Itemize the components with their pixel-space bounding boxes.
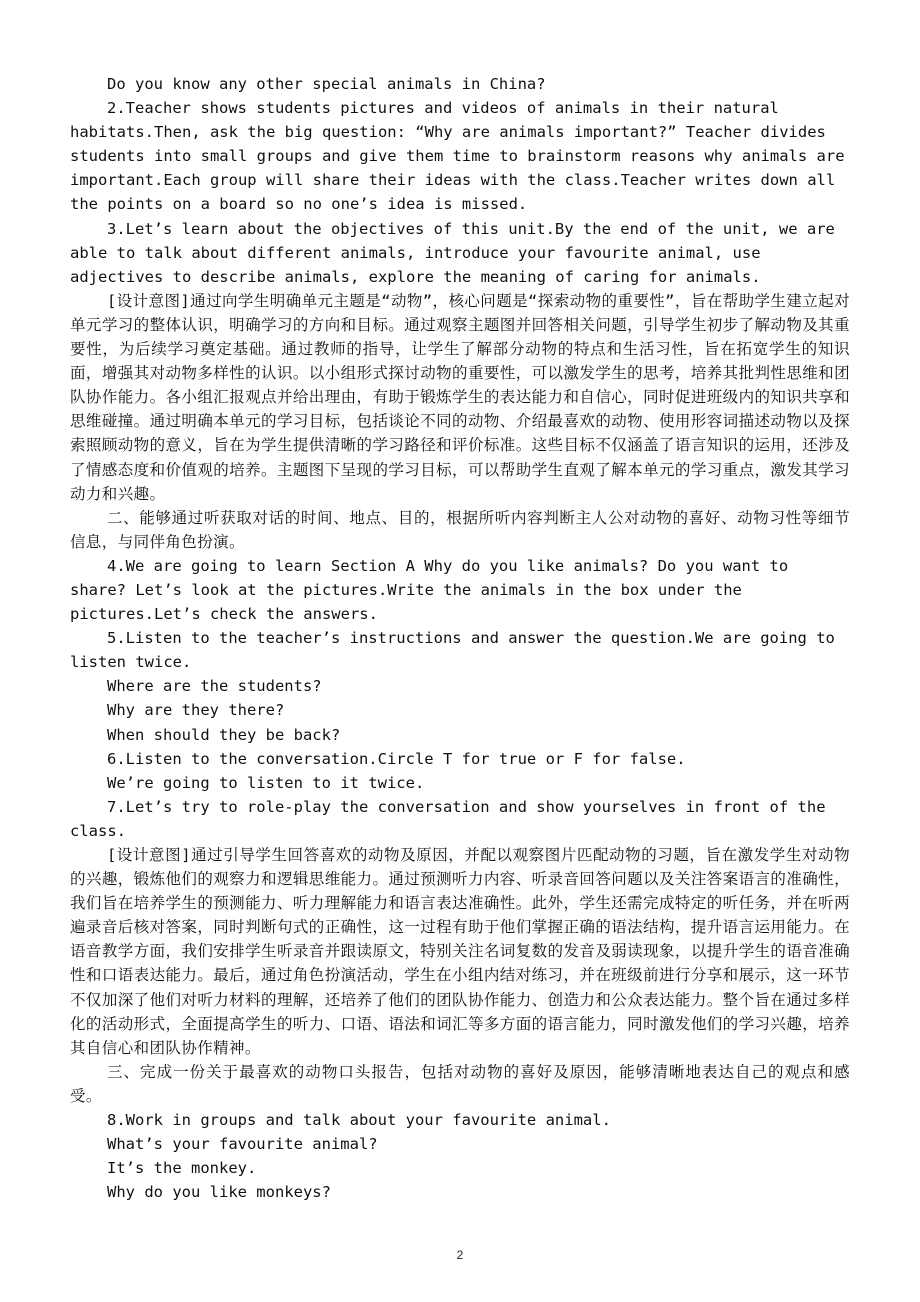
step-6-paragraph: 6.Listen to the conversation.Circle T for true or F for false. bbox=[107, 749, 686, 768]
question-line: When should they be back? bbox=[107, 725, 341, 744]
section-3-heading: 三、完成一份关于最喜欢的动物口头报告，包括对动物的喜好及原因，能够清晰地表达自己的观点和感受。 bbox=[70, 1062, 850, 1105]
section-2-heading: 二、能够通过听获取对话的时间、地点、目的，根据所听内容判断主人公对动物的喜好、动物习性等细节信息，与同伴角色扮演。 bbox=[70, 508, 850, 551]
dialogue-line: Why do you like monkeys? bbox=[107, 1183, 331, 1202]
document-page bbox=[70, 72, 850, 1204]
page-number: 2 bbox=[456, 1248, 464, 1262]
step-7-paragraph: 7.Let’s try to role-play the conversation and show yourselves in front of the class. bbox=[70, 797, 826, 840]
dialogue-line: It’s the monkey. bbox=[107, 1159, 257, 1178]
step-3-paragraph: 3.Let’s learn about the objectives of this unit.By the end of the unit, we are able to talk about different animals, introduce your favourite animal, use adjectives to describe animals, explore the meaning of caring for animals. bbox=[70, 219, 835, 286]
question-line: Where are the students? bbox=[107, 677, 322, 696]
design-intent-paragraph-1: [设计意图]通过向学生明确单元主题是“动物”，核心问题是“探索动物的重要性”，旨在帮助学生建立起对单元学习的整体认识，明确学习的方向和目标。通过观察主题图并回答相关问题，引导学生初步了解动物及其重要性，为后续学习奠定基础。通过教师的指导，让学生了解部分动物的特点和生活习性，旨在拓宽学生的知识面，增强其对动物多样性的认识。以小组形式探讨动物的重要性，可以激发学生的思考，培养其批判性思维和团队协作能力。各小组汇报观点并给出理由，有助于锻炼学生的表达能力和自信心，同时促进班级内的知识共享和思维碰撞。通过明确本单元的学习目标，包括谈论不同的动物、介绍最喜欢的动物、使用形容词描述动物以及探索照顾动物的意义，旨在为学生提供清晰的学习路径和评价标准。这些目标不仅涵盖了语言知识的运用，还涉及了情感态度和价值观的培养。主题图下呈现的学习目标，可以帮助学生直观了解本单元的学习重点，激发其学习动力和兴趣。 bbox=[70, 291, 850, 503]
question-line: Do you know any other special animals in China? bbox=[107, 75, 546, 93]
design-intent-paragraph-2: [设计意图]通过引导学生回答喜欢的动物及原因，并配以观察图片匹配动物的习题，旨在激发学生对动物的兴趣，锻炼他们的观察力和逻辑思维能力。通过预测听力内容、听录音回答问题以及关注答案语言的准确性，我们旨在培养学生的预测能力、听力理解能力和语言表达准确性。此外，学生还需完成特定的听任务，并在听两遍录音后核对答案，同时判断句式的正确性，这一过程有助于他们掌握正确的语法结构，提升语言运用能力。在语音教学方面，我们安排学生听录音并跟读原文，特别关注名词复数的发音及弱读现象，以提升学生的语音准确性和口语表达能力。最后，通过角色扮演活动，学生在小组内结对练习，并在班级前进行分享和展示，这一环节不仅加深了他们对听力材料的理解，还培养了他们的团队协作能力、创造力和公众表达能力。整个旨在通过多样化的活动形式，全面提高学生的听力、口语、语法和词汇等多方面的语言能力，同时激发他们的学习兴趣，培养其自信心和团队协作精神。 bbox=[70, 846, 850, 1057]
instruction-line: We’re going to listen to it twice. bbox=[107, 773, 425, 792]
step-4-paragraph: 4.We are going to learn Section A Why do you like animals? Do you want to share? Let’s look at the pictures.Write the animals in the box under the pictures.Let’s check the answers. bbox=[70, 556, 789, 624]
question-line: Why are they there? bbox=[107, 701, 285, 720]
step-5-paragraph: 5.Listen to the teacher’s instructions and answer the question.We are going to listen twice. bbox=[70, 629, 835, 672]
step-2-paragraph: 2.Teacher shows students pictures and videos of animals in their natural habitats.Then, ask the big question: “Why are animals important?” Teacher divides students into small groups and give them time to brainstorm reasons why animals are important.Each group will share their ideas with the class.Teacher writes down all the points on a board so no one’s idea is missed. bbox=[70, 99, 845, 214]
step-8-paragraph: 8.Work in groups and talk about your favourite animal. bbox=[107, 1111, 611, 1130]
dialogue-line: What’s your favourite animal? bbox=[107, 1135, 378, 1154]
